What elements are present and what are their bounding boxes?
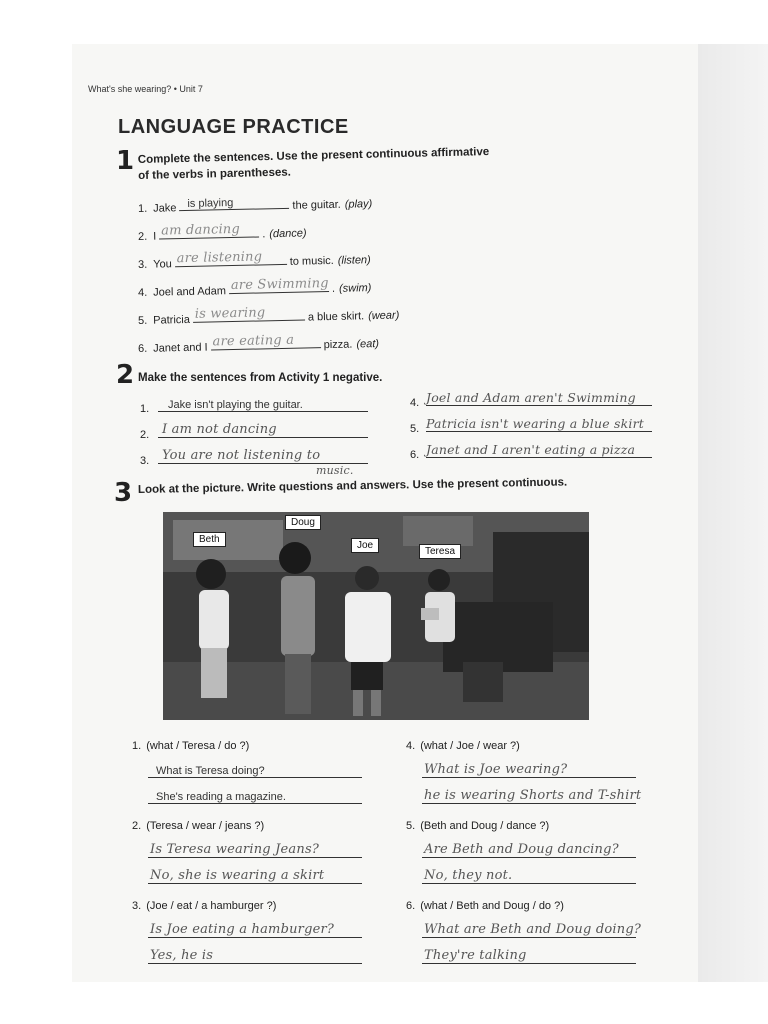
- item-subject: Janet and I: [153, 341, 208, 355]
- answer-text: is playing: [187, 197, 234, 210]
- answer-text: am dancing: [161, 221, 241, 239]
- question-blank[interactable]: [422, 922, 642, 938]
- answer-text: are listening: [176, 249, 263, 267]
- answer-text: Janet and I aren't eating a pizza: [426, 442, 636, 457]
- answer-blank[interactable]: [426, 418, 652, 432]
- label-doug: Doug: [285, 515, 321, 530]
- item-number: 1.: [132, 740, 142, 752]
- answer-blank[interactable]: [159, 223, 259, 239]
- answer-blank[interactable]: [148, 868, 362, 884]
- item-rest: .: [331, 282, 336, 295]
- question-text: Is Teresa wearing Jeans?: [150, 842, 319, 857]
- item-number: 6.: [137, 342, 148, 355]
- item-number: 4.: [410, 397, 420, 409]
- question-text: What is Joe wearing?: [424, 762, 568, 777]
- item-number: 1.: [137, 202, 148, 215]
- item-number: 6.: [406, 900, 416, 912]
- instruction-line-2: of the verbs in parentheses.: [138, 166, 292, 182]
- question-text: What are Beth and Doug doing?: [424, 922, 642, 937]
- prompt-text: (what / Beth and Doug / do ?): [420, 900, 564, 912]
- prompt-text: (Beth and Doug / dance ?): [420, 820, 550, 832]
- item-subject: Jake: [153, 202, 177, 215]
- item-rest: to music.: [289, 254, 334, 268]
- activity-2-item: [140, 398, 368, 415]
- item-verb: (dance): [269, 227, 307, 241]
- item-number: 3.: [137, 258, 148, 271]
- answer-blank[interactable]: [175, 251, 287, 267]
- item-verb: (wear): [368, 309, 400, 323]
- prompt-text: (what / Teresa / do ?): [146, 740, 250, 752]
- activity-3-number: 3: [114, 478, 133, 508]
- item-subject: I: [153, 230, 157, 243]
- answer-text: are eating a: [212, 332, 295, 350]
- item-subject: Joel and Adam: [153, 285, 227, 299]
- answer-text: No, she is wearing a skirt: [150, 868, 325, 883]
- activity-2-item: [410, 418, 652, 435]
- item-number: 1.: [140, 403, 150, 415]
- item-number: 6.: [410, 449, 420, 461]
- answer-blank[interactable]: [426, 392, 652, 406]
- item-number: 4.: [406, 740, 416, 752]
- prompt-text: (what / Joe / wear ?): [420, 740, 520, 752]
- answer-text: are Swimming: [230, 276, 329, 294]
- item-rest: a blue skirt.: [307, 310, 365, 324]
- activity-2-item: [140, 424, 368, 441]
- item-verb: (play): [344, 198, 373, 211]
- activity-2-item: [410, 444, 652, 461]
- answer-text: is wearing: [194, 305, 266, 322]
- activity-2-instruction: Make the sentences from Activity 1 negative.: [138, 372, 383, 384]
- answer-text: Jake isn't playing the guitar.: [168, 399, 303, 411]
- answer-blank[interactable]: [148, 788, 362, 804]
- question-blank[interactable]: [422, 842, 636, 858]
- answer-text: They're talking: [424, 948, 527, 963]
- answer-blank[interactable]: [158, 424, 368, 438]
- answer-continuation: music.: [316, 464, 354, 477]
- question-blank[interactable]: [148, 842, 362, 858]
- item-rest: .: [262, 228, 266, 241]
- activity-1-number: 1: [116, 146, 135, 176]
- prompt: [406, 900, 564, 912]
- item-number: 5.: [406, 820, 416, 832]
- item-number: 2.: [137, 230, 148, 243]
- item-verb: (swim): [338, 282, 372, 295]
- answer-blank[interactable]: [210, 334, 320, 350]
- item-verb: (eat): [356, 337, 380, 351]
- item-rest: the guitar.: [292, 198, 341, 212]
- item-subject: Patricia: [153, 313, 191, 327]
- answer-text: No, they not.: [424, 868, 513, 883]
- answer-blank[interactable]: [193, 307, 305, 323]
- answer-blank[interactable]: [158, 450, 368, 464]
- answer-text: Yes, he is: [150, 948, 214, 963]
- page-title: LANGUAGE PRACTICE: [118, 116, 349, 138]
- answer-text: he is wearing Shorts and T-shirt: [424, 788, 642, 803]
- answer-blank[interactable]: [179, 195, 289, 211]
- prompt: [132, 900, 276, 912]
- question-blank[interactable]: [148, 922, 362, 938]
- item-number: 5.: [137, 314, 148, 327]
- answer-blank[interactable]: [148, 948, 362, 964]
- item-number: 5.: [410, 423, 420, 435]
- question-text: Is Joe eating a hamburger?: [150, 922, 335, 937]
- answer-text: Joel and Adam aren't Swimming: [426, 390, 636, 405]
- instruction-line-1: Complete the sentences. Use the present continuous affirmative: [137, 146, 490, 167]
- item-verb: (listen): [337, 254, 371, 267]
- question-blank[interactable]: [148, 762, 362, 778]
- item-number: 2.: [132, 820, 142, 832]
- prompt: [406, 820, 549, 832]
- answer-blank[interactable]: [158, 398, 368, 412]
- answer-blank[interactable]: [422, 788, 642, 804]
- prompt-text: (Joe / eat / a hamburger ?): [146, 900, 277, 912]
- unit-header: What's she wearing? • Unit 7: [88, 84, 203, 94]
- activity-2-number: 2: [116, 360, 135, 390]
- prompt: [132, 820, 264, 832]
- question-text: What is Teresa doing?: [156, 765, 265, 777]
- answer-text: She's reading a magazine.: [156, 791, 286, 803]
- activity-3-instruction: Look at the picture. Write questions and answers. Use the present continuous.: [137, 476, 568, 496]
- answer-blank[interactable]: [422, 948, 636, 964]
- item-number: 3.: [140, 455, 150, 467]
- item-rest: pizza.: [323, 338, 353, 352]
- scene-photo: [163, 512, 589, 720]
- item-subject: You: [153, 258, 172, 271]
- question-blank[interactable]: [422, 762, 636, 778]
- prompt-text: (Teresa / wear / jeans ?): [146, 820, 265, 832]
- prompt: [132, 740, 249, 752]
- label-teresa: Teresa: [419, 544, 461, 559]
- answer-blank[interactable]: [229, 278, 329, 294]
- item-number: 3.: [132, 900, 142, 912]
- answer-text: You are not listening to: [162, 448, 321, 463]
- item-number: 2.: [140, 429, 150, 441]
- label-beth: Beth: [193, 532, 226, 547]
- item-number: 4.: [137, 286, 148, 299]
- activity-2-item: [410, 392, 652, 409]
- label-joe: Joe: [351, 538, 379, 553]
- answer-blank[interactable]: [422, 868, 636, 884]
- answer-text: Patricia isn't wearing a blue skirt: [426, 416, 644, 431]
- activity-1-item: [138, 222, 307, 243]
- question-text: Are Beth and Doug dancing?: [424, 842, 619, 857]
- answer-text: I am not dancing: [162, 422, 277, 437]
- answer-blank[interactable]: [426, 444, 652, 458]
- prompt: [406, 740, 520, 752]
- next-page-edge: [698, 44, 768, 982]
